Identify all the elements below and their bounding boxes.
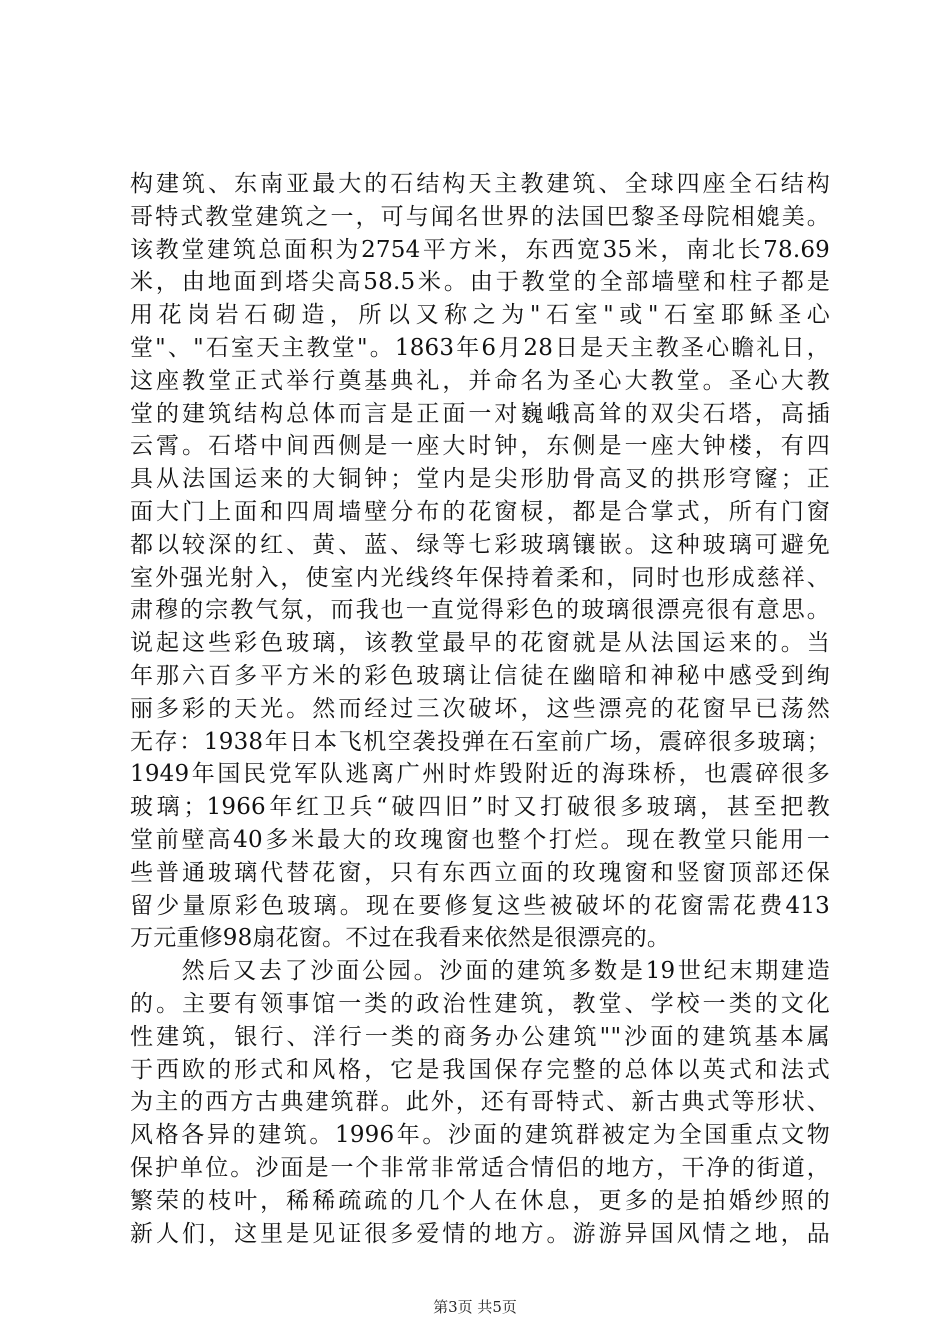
text-line: 为主的西方古典建筑群。此外，还有哥特式、新古典式等形状、 <box>130 1089 830 1116</box>
text-line: 用花岗岩石砌造，所以又称之为"石室"或"石室耶稣圣心 <box>130 302 830 329</box>
text-line: 都以较深的红、黄、蓝、绿等七彩玻璃镶嵌。这种玻璃可避免 <box>130 531 830 558</box>
text-line: 堂"、"石室天主教堂"。1863年6月28日是天主教圣心瞻礼日， <box>130 334 830 361</box>
text-line: 哥特式教堂建筑之一，可与闻名世界的法国巴黎圣母院相媲美。 <box>130 203 830 230</box>
text-line: 云霄。石塔中间西侧是一座大时钟，东侧是一座大钟楼，有四 <box>130 433 830 460</box>
text-line: 这座教堂正式举行奠基典礼，并命名为圣心大教堂。圣心大教 <box>130 367 830 394</box>
text-line: 繁荣的枝叶，稀稀疏疏的几个人在休息，更多的是拍婚纱照的 <box>130 1187 830 1214</box>
text-line: 堂的建筑结构总体而言是正面一对巍峨高耸的双尖石塔，高插 <box>130 400 830 427</box>
text-line: 堂前壁高40多米最大的玫瑰窗也整个打烂。现在教堂只能用一 <box>130 826 830 853</box>
text-line: 年那六百多平方米的彩色玻璃让信徒在幽暗和神秘中感受到绚 <box>130 662 830 689</box>
text-line: 些普通玻璃代替花窗，只有东西立面的玫瑰窗和竖窗顶部还保 <box>130 859 830 886</box>
text-line: 性建筑，银行、洋行一类的商务办公建筑""沙面的建筑基本属 <box>130 1023 830 1050</box>
text-line: 无存：1938年日本飞机空袭投弹在石室前广场，震碎很多玻璃； <box>130 728 830 755</box>
text-line: 的。主要有领事馆一类的政治性建筑，教堂、学校一类的文化 <box>130 990 830 1017</box>
text-line: 构建筑、东南亚最大的石结构天主教建筑、全球四座全石结构 <box>130 171 830 197</box>
text-line: 玻璃；1966年红卫兵“破四旧”时又打破很多玻璃，甚至把教 <box>130 794 830 821</box>
text-line: 丽多彩的天光。然而经过三次破坏，这些漂亮的花窗早已荡然 <box>130 695 830 722</box>
page-footer <box>0 1296 950 1318</box>
text-line: 1949年国民党军队逃离广州时炸毁附近的海珠桥，也震碎很多 <box>130 761 830 788</box>
text-line: 米，由地面到塔尖高58.5米。由于教堂的全部墙壁和柱子都是 <box>130 269 830 296</box>
text-line: 然后又去了沙面公园。沙面的建筑多数是19世纪末期建造 <box>130 958 830 985</box>
text-line: 说起这些彩色玻璃，该教堂最早的花窗就是从法国运来的。当 <box>130 630 830 657</box>
text-line: 室外强光射入，使室内光线终年保持着柔和，同时也形成慈祥、 <box>130 564 830 591</box>
text-line: 万元重修98扇花窗。不过在我看来依然是很漂亮的。 <box>130 925 671 952</box>
text-line: 保护单位。沙面是一个非常非常适合情侣的地方，干净的街道， <box>130 1154 830 1181</box>
text-line: 新人们，这里是见证很多爱情的地方。游游异国风情之地，品 <box>130 1220 830 1247</box>
text-line: 该教堂建筑总面积为2754平方米，东西宽35米，南北长78.69 <box>130 236 830 263</box>
text-line: 风格各异的建筑。1996年。沙面的建筑群被定为全国重点文物 <box>130 1122 830 1149</box>
body-text <box>130 168 830 1250</box>
text-line: 于西欧的形式和风格，它是我国保存完整的总体以英式和法式 <box>130 1056 830 1083</box>
text-line: 肃穆的宗教气氛，而我也一直觉得彩色的玻璃很漂亮很有意思。 <box>130 597 830 624</box>
text-line: 具从法国运来的大铜钟；堂内是尖形肋骨高叉的拱形穹窿；正 <box>130 466 830 493</box>
text-line: 面大门上面和四周墙壁分布的花窗棂，都是合掌式，所有门窗 <box>130 498 830 525</box>
page-indicator: 第3页 共5页 <box>433 1298 517 1316</box>
text-line: 留少量原彩色玻璃。现在要修复这些被破坏的花窗需花费413 <box>130 892 830 919</box>
